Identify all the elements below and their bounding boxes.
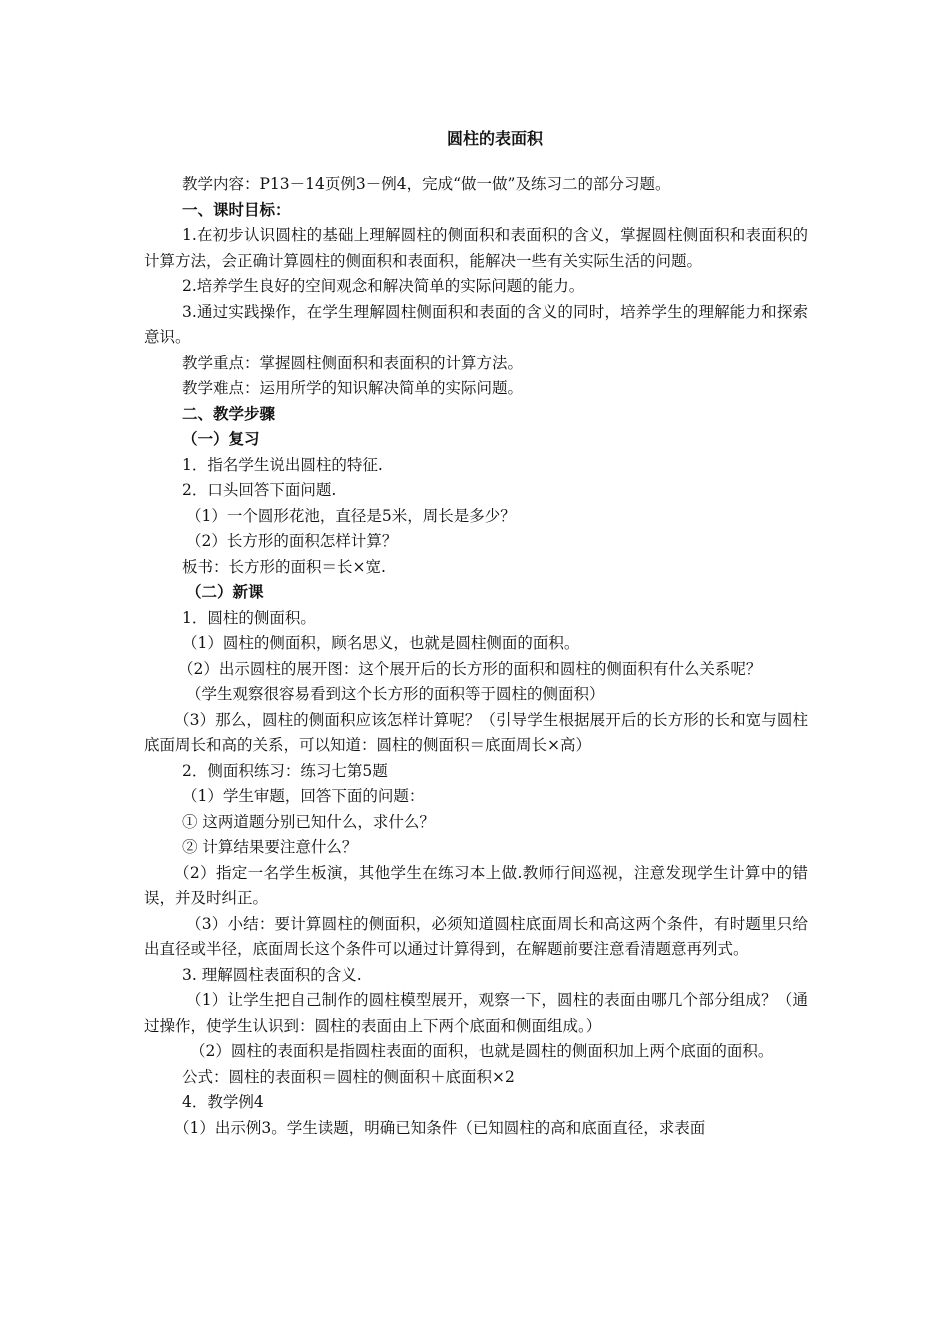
formula: 公式：圆柱的表面积＝圆柱的侧面积＋底面积×2 [182, 1067, 515, 1086]
new-item-3: 3. 理解圆柱表面积的含义. [182, 965, 362, 984]
student-observation: （学生观察很容易看到这个长方形的面积等于圆柱的侧面积） [186, 685, 605, 703]
document-title: 圆柱的表面积 [446, 129, 543, 148]
teaching-difficulty: 教学难点：运用所学的知识解决简单的实际问题。 [182, 379, 524, 397]
section-heading-steps: 二、教学步骤 [182, 404, 276, 423]
new-item-1: 1．圆柱的侧面积。 [182, 608, 316, 627]
goal-1: 1.在初步认识圆柱的基础上理解圆柱的侧面积和表面积的含义，掌握圆柱侧面积和表面积的计算方法，会正确计算圆柱的侧面积和表面积，能解决一些有关实际生活的问题。 [144, 226, 808, 270]
new-item-1-3: （3）那么，圆柱的侧面积应该怎样计算呢？（引导学生根据展开后的长方形的长和宽与圆柱底面周长和高的关系，可以知道：圆柱的侧面积＝底面周长×高） [144, 710, 808, 754]
new-item-4-1: （1）出示例3。学生读题，明确已知条件（已知圆柱的高和底面直径，求表面 [174, 1118, 706, 1137]
board-writing: 板书：长方形的面积＝长×宽. [182, 557, 386, 576]
new-item-3-2: （2）圆柱的表面积是指圆柱表面的面积，也就是圆柱的侧面积加上两个底面的面积。 [190, 1042, 774, 1060]
teaching-key-point: 教学重点：掌握圆柱侧面积和表面积的计算方法。 [182, 353, 524, 372]
new-item-1-2: （2）出示圆柱的展开图：这个展开后的长方形的面积和圆柱的侧面积有什么关系呢？ [178, 659, 762, 678]
document-body [144, 172, 808, 1141]
question-circle-1: ① 这两道题分别已知什么，求什么？ [182, 812, 435, 831]
new-item-2-1: （1）学生审题，回答下面的问题： [182, 787, 425, 805]
subheading-new-lesson: （二）新课 [186, 583, 264, 601]
review-question-2: （2）长方形的面积怎样计算？ [186, 532, 398, 550]
teaching-content: 教学内容：P13－14页例3－例4，完成“做一做”及练习二的部分习题。 [182, 175, 671, 193]
new-item-1-1: （1）圆柱的侧面积，顾名思义，也就是圆柱侧面的面积。 [182, 634, 580, 652]
review-question-1: （1）一个圆形花池，直径是5米，周长是多少？ [186, 506, 516, 525]
goal-2: 2.培养学生良好的空间观念和解决简单的实际问题的能力。 [182, 277, 585, 295]
goal-3: 3.通过实践操作，在学生理解圆柱侧面积和表面的含义的同时，培养学生的理解能力和探索意识。 [144, 302, 808, 346]
new-item-2-3: （3）小结：要计算圆柱的侧面积，必须知道圆柱底面周长和高这两个条件，有时题里只给出直径或半径，底面周长这个条件可以通过计算得到，在解题前要注意看清题意再列式。 [144, 914, 808, 958]
new-item-4: 4．教学例4 [182, 1093, 264, 1111]
review-item-1: 1．指名学生说出圆柱的特征. [182, 455, 383, 474]
section-heading-goals: 一、课时目标： [182, 200, 291, 219]
new-item-2-2: （2）指定一名学生板演，其他学生在练习本上做.教师行间巡视，注意发现学生计算中的错误，并及时纠正。 [144, 863, 808, 907]
question-circle-2: ② 计算结果要注意什么？ [182, 838, 358, 856]
new-item-2: 2．侧面积练习：练习七第5题 [182, 761, 388, 780]
new-item-3-1: （1）让学生把自己制作的圆柱模型展开，观察一下，圆柱的表面由哪几个部分组成？（通过操作，使学生认识到：圆柱的表面由上下两个底面和侧面组成。） [144, 991, 808, 1035]
subheading-review: （一）复习 [182, 430, 260, 448]
review-item-2: 2．口头回答下面问题. [182, 481, 337, 499]
